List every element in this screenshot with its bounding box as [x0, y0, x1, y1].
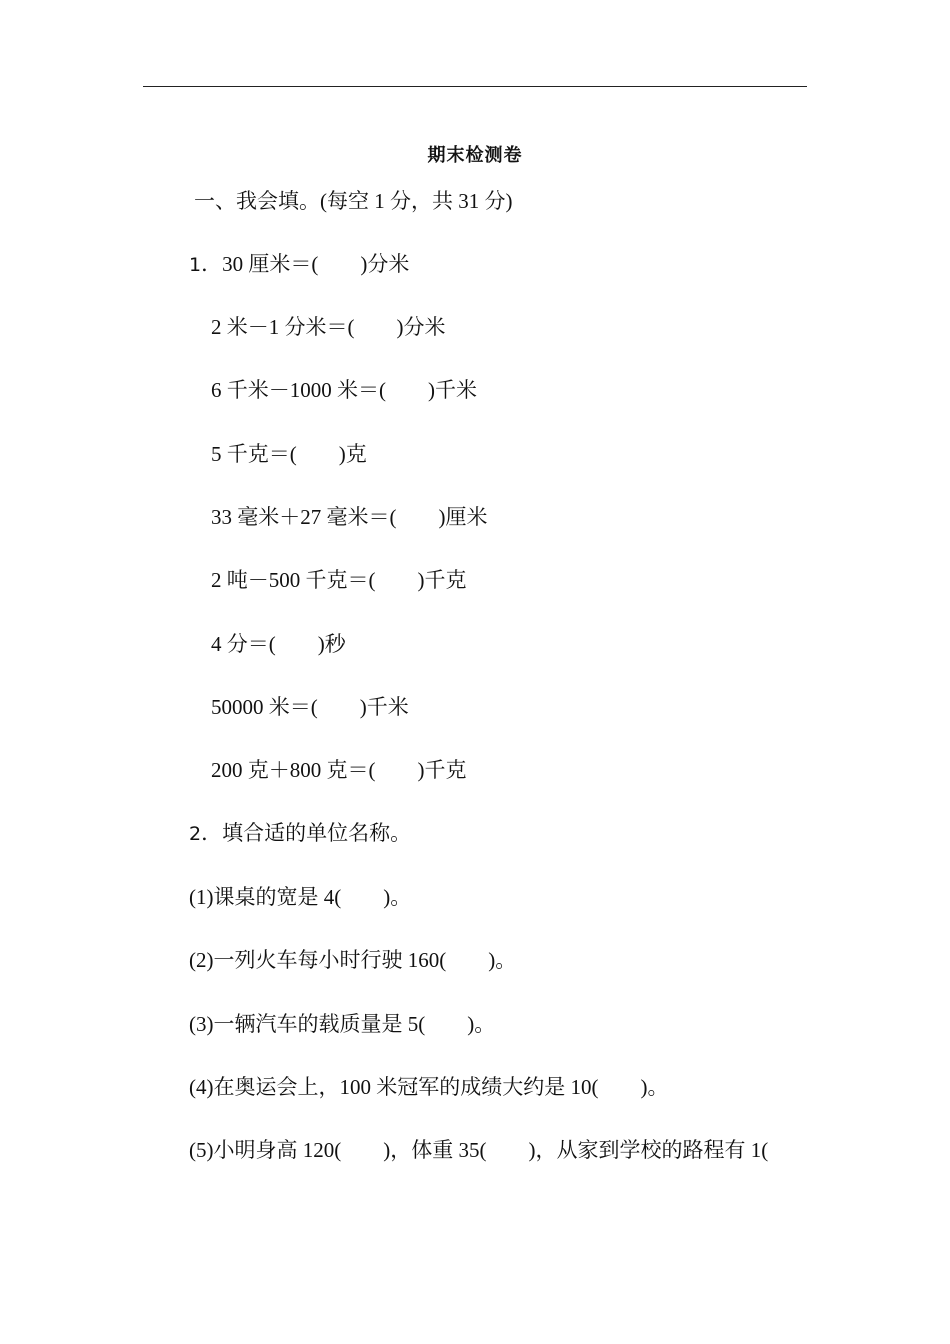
question-1-line-5: 33 毫米＋27 毫米＝( )厘米: [211, 505, 488, 529]
question-1-line-8: 50000 米＝( )千米: [211, 695, 409, 719]
question-1-line-6: 2 吨－500 千克＝( )千克: [211, 568, 467, 592]
question-2-item-4: (4)在奥运会上，100 米冠军的成绩大约是 10( )。: [189, 1075, 669, 1099]
question-1-number: 1: [189, 254, 202, 276]
question-1-line-1: 30 厘米＝( )分米: [222, 252, 410, 276]
question-1-line-2: 2 米－1 分米＝( )分米: [211, 315, 446, 339]
question-2-number: 2: [189, 823, 202, 845]
question-2-item-2: (2)一列火车每小时行驶 160( )。: [189, 948, 517, 972]
question-2-separator: ．: [201, 821, 223, 845]
question-2-item-1: (1)课桌的宽是 4( )。: [189, 885, 412, 909]
question-1-first-line: [189, 251, 409, 278]
question-2-heading: 填合适的单位名称。: [222, 821, 412, 845]
question-1-line-7: 4 分＝( )秒: [211, 632, 346, 656]
header-rule: [143, 86, 807, 87]
section1-heading: 一、我会填。(每空 1 分，共 31 分): [194, 189, 513, 213]
page-title: 期末检测卷: [427, 145, 523, 165]
question-1-line-9: 200 克＋800 克＝( )千克: [211, 758, 467, 782]
question-2-item-5: (5)小明身高 120( )，体重 35( )，从家到学校的路程有 1(: [189, 1138, 769, 1162]
question-2-item-3: (3)一辆汽车的载质量是 5( )。: [189, 1012, 496, 1036]
question-2-heading-line: [189, 820, 411, 847]
question-1-separator: ．: [201, 252, 223, 276]
question-1-line-3: 6 千米－1000 米＝( )千米: [211, 378, 477, 402]
question-1-line-4: 5 千克＝( )克: [211, 442, 367, 466]
